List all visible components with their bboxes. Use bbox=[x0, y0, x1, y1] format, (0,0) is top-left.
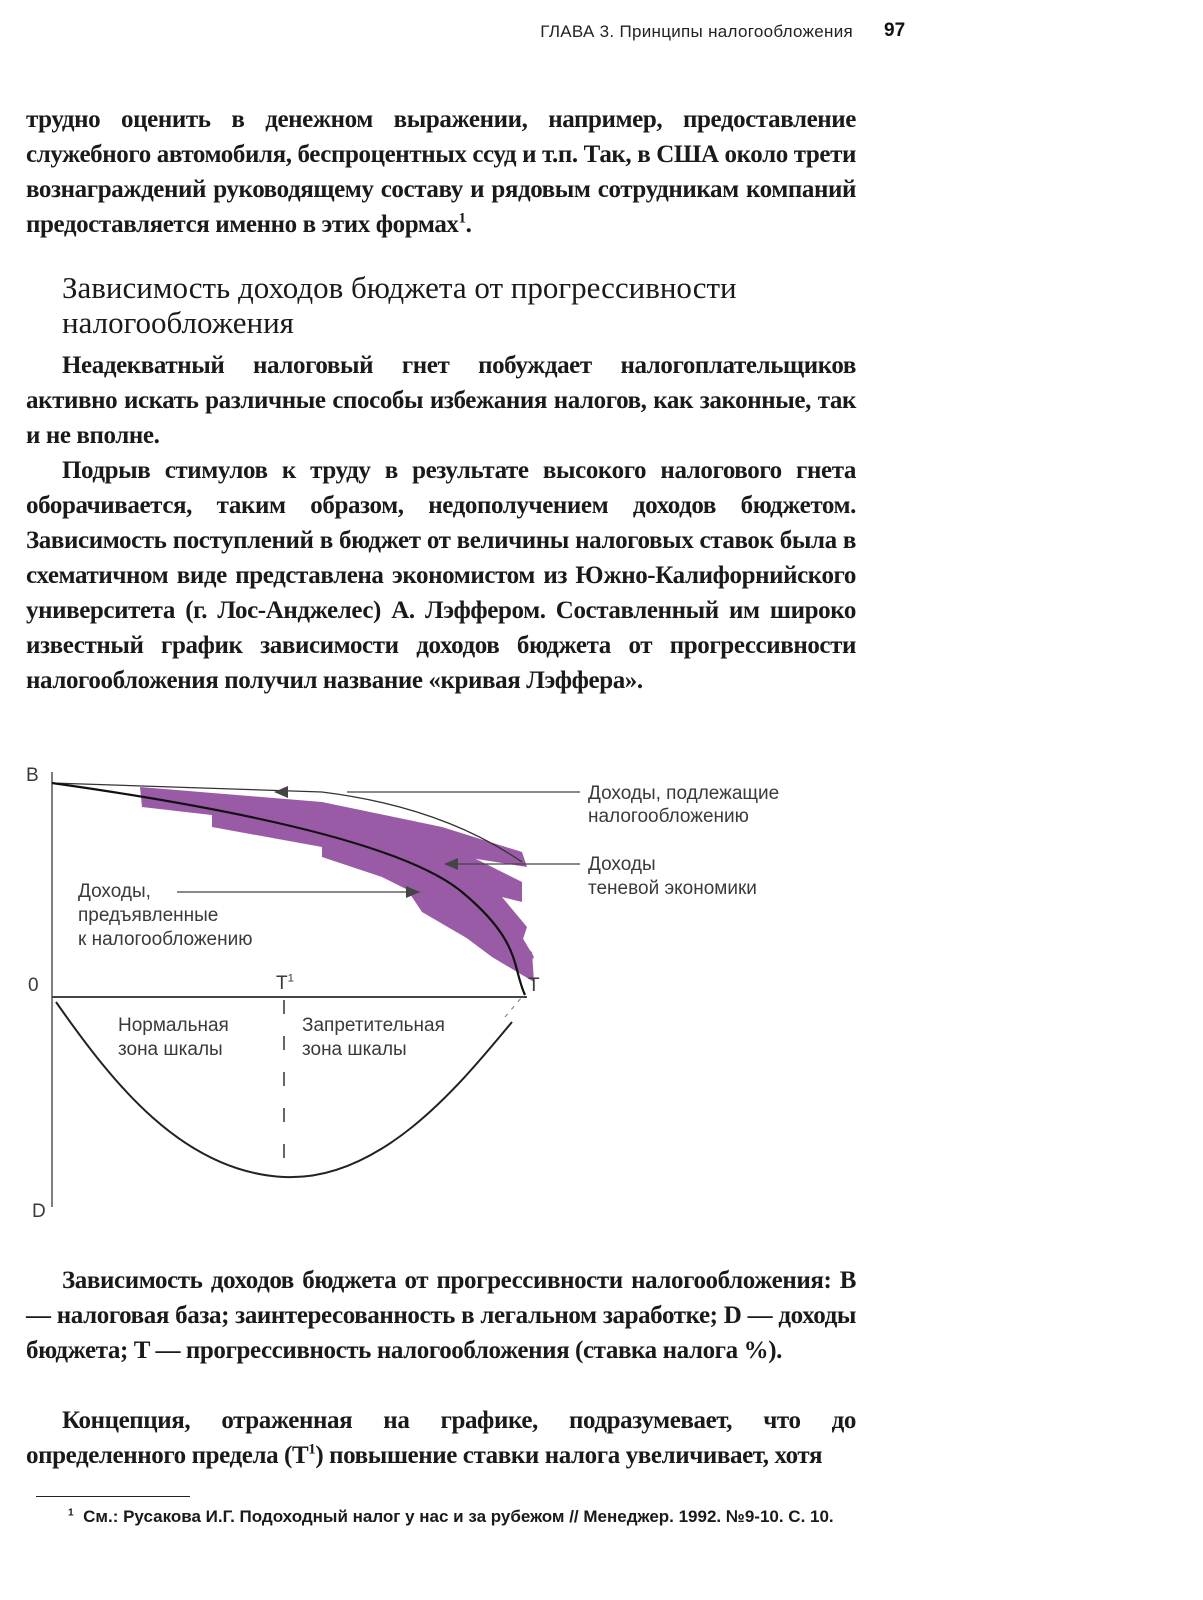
zone-prohibitive-1: Запретительная bbox=[302, 1015, 445, 1036]
label-declared-income-3: к налогообложению bbox=[78, 929, 253, 950]
figure-caption-text: Зависимость доходов бюджета от прогрессивности налогообложения: B — налоговая база; заинтересованность в легальном заработке; D — доходы бюджета; T — прогрессивность налогообложения (ставка налога %). bbox=[26, 1267, 856, 1364]
arrowhead-taxable bbox=[274, 786, 288, 798]
paragraph-4-sup: 1 bbox=[308, 1441, 316, 1458]
footnote-rule bbox=[36, 1496, 190, 1497]
paragraph-1-tail: . bbox=[465, 211, 472, 238]
paragraph-4-text-b: ) повышение ставки налога увеличивает, хотя bbox=[315, 1442, 823, 1469]
paragraph-3 bbox=[26, 453, 856, 698]
t1-superscript: 1 bbox=[287, 972, 294, 985]
footnote-text: См.: Русакова И.Г. Подоходный налог у нас и за рубежом // Менеджер. 1992. №9-10. С. 10. bbox=[83, 1507, 834, 1526]
label-taxable-income-2: налогообложению bbox=[588, 806, 749, 827]
paragraph-4-text-a: Концепция, отраженная на графике, подразумевает, что до определенного предела (T bbox=[26, 1407, 856, 1469]
laffer-curve-figure bbox=[22, 752, 822, 1230]
label-declared-income-1: Доходы, bbox=[78, 881, 151, 902]
t1-label bbox=[276, 972, 294, 996]
axis-zero-label: 0 bbox=[28, 975, 39, 996]
footnote-ref[interactable]: 1 bbox=[458, 210, 466, 227]
page-header bbox=[0, 18, 1203, 48]
page-number: 97 bbox=[884, 20, 906, 41]
right-dashed-line bbox=[505, 997, 522, 1017]
label-declared-income-2: предъявленные bbox=[78, 905, 219, 926]
paragraph-3-text: Подрыв стимулов к труду в результате высокого налогового гнета оборачивается, таким образом, недополучением доходов бюджетом. Зависимость поступлений в бюджет от величины налоговых ставок была в схематичном виде представлена экономистом из Южно-Калифорнийского университета (г. Лос-Анджелес) А. Лэффером. Составленный им широко известный график зависимости доходов бюджета от прогрессивности налогообложения получил название «кривая Лэффера». bbox=[26, 457, 856, 694]
axis-t-label: T bbox=[528, 975, 540, 996]
axis-d-label: D bbox=[32, 1201, 46, 1222]
section-title: Зависимость доходов бюджета от прогрессивности налогообложения bbox=[62, 270, 737, 340]
t1-letter: T bbox=[276, 973, 288, 994]
zone-normal-2: зона шкалы bbox=[118, 1039, 223, 1060]
paragraph-1-text: трудно оценить в денежном выражении, например, предоставление служебного автомобиля, беспроцентных ссуд и т.п. Так, в США около трети вознаграждений руководящему составу и рядовым сотрудникам компаний предоставляется именно в этих формах bbox=[26, 106, 856, 238]
label-shadow-economy-1: Доходы bbox=[588, 854, 656, 875]
axis-b-label: B bbox=[26, 765, 39, 786]
figure-caption bbox=[26, 1263, 856, 1368]
zone-prohibitive-2: зона шкалы bbox=[302, 1039, 407, 1060]
paragraph-2-text: Неадекватный налоговый гнет побуждает налогоплательщиков активно искать различные способы избежания налогов, как законные, так и не вполне. bbox=[26, 352, 856, 449]
running-head: ГЛАВА 3. Принципы налогообложения bbox=[540, 22, 853, 41]
footnote-mark: 1 bbox=[68, 1507, 74, 1519]
zone-normal-1: Нормальная bbox=[118, 1015, 229, 1036]
highlighter-marks bbox=[140, 787, 534, 982]
label-shadow-economy-2: теневой экономики bbox=[588, 878, 757, 899]
paragraph-2 bbox=[26, 348, 856, 453]
footnote bbox=[36, 1504, 856, 1530]
label-taxable-income-1: Доходы, подлежащие bbox=[588, 783, 780, 804]
paragraph-1 bbox=[26, 102, 856, 242]
paragraph-4 bbox=[26, 1403, 856, 1473]
